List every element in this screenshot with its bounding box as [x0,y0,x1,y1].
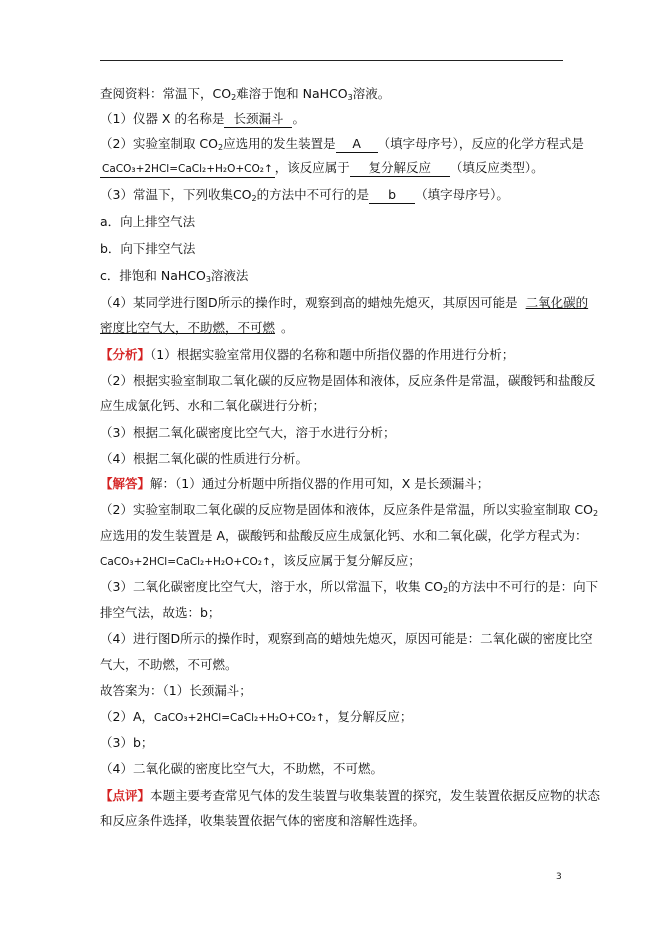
solution-line-5: （3）二氧化碳密度比空气大，溶于水，所以常温下，收集 $CO_2$的方法中不可行的是：向下 [100,579,599,595]
answer-blank: 长颈漏斗 [224,111,292,128]
answer-blank: A [336,136,378,153]
solution-tag: 【解答】 [100,476,151,491]
analysis-line-1: 【分析】（1）根据实验室常用仪器的名称和题中所指仪器的作用进行分析； [100,347,515,362]
question-2-line-1: （2）实验室制取 $CO_2$应选用的发生装置是 A （填字母序号），反应的化学方程式是 [100,136,584,152]
option-b: b．向下排空气法 [100,241,196,256]
solution-line-4: CaCO₃+2HCl=CaCl₂+H₂O+CO₂↑，该反应属于复分解反应； [100,553,421,568]
page-number: 3 [556,872,562,882]
reference-material: 查阅资料：常温下，$CO_2$难溶于饱和 NaHCO$_3$溶液。 [100,86,391,102]
solution-line-1: 【解答】解：（1）通过分析题中所指仪器的作用可知，X 是长颈漏斗； [100,476,490,491]
question-2-line-2: CaCO₃+2HCl=CaCl₂+H₂O+CO₂↑ ，该反应属于 复分解反应 （填反应类型）。 [100,160,564,178]
solution-line-3: 应选用的发生装置是 A，碳酸钙和盐酸反应生成氯化钙、水和二氧化碳，化学方程式为： [100,528,588,543]
answer-2: （2）A，CaCO₃+2HCl=CaCl₂+H₂O+CO₂↑，复分解反应； [100,709,413,724]
solution-line-7: （4）进行图D所示的操作时，观察到高的蜡烛先熄灭，原因可能是：二氧化碳的密度比空 [100,631,593,646]
equation-blank: CaCO₃+2HCl=CaCl₂+H₂O+CO₂↑ [100,161,275,178]
question-4-line-2: 密度比空气大，不助燃，不可燃 。 [100,320,294,335]
comment-line-2: 和反应条件选择，收集装置依据气体的密度和溶解性选择。 [100,813,426,828]
solution-line-8: 气大，不助燃，不可燃。 [100,657,238,672]
solution-line-6: 排空气法，故选：b； [100,605,221,620]
question-4-line-1: （4）某同学进行图D所示的操作时，观察到高的蜡烛先熄灭，其原因可能是 二氧化碳的 [100,295,589,310]
option-a: a．向上排空气法 [100,214,196,229]
analysis-line-3: 应生成氯化钙、水和二氧化碳进行分析； [100,398,326,413]
comment-line-1: 【点评】本题主要考查常见气体的发生装置与收集装置的探究，发生装置依据反应物的状态 [100,788,601,803]
header-rule [100,60,563,61]
answer-blank: 复分解反应 [350,160,450,177]
question-1: （1）仪器 X 的名称是 长颈漏斗 。 [100,111,305,126]
analysis-line-5: （4）根据二氧化碳的性质进行分析。 [100,451,308,466]
answer-4: （4）二氧化碳的密度比空气大，不助燃，不可燃。 [100,761,383,776]
question-3: （3）常温下，下列收集$CO_2$的方法中不可行的是 b （填字母序号）。 [100,187,509,203]
analysis-tag: 【分析】 [100,347,151,362]
option-c: c．排饱和 NaHCO$_3$溶液法 [100,268,249,284]
answer-blank: b [369,187,415,204]
answers-title: 故答案为：（1）长颈漏斗； [100,683,252,698]
answer-3: （3）b； [100,735,154,750]
analysis-line-4: （3）根据二氧化碳密度比空气大，溶于水进行分析； [100,425,396,440]
solution-line-2: （2）实验室制取二氧化碳的反应物是固体和液体，反应条件是常温，所以实验室制取 $CO_2$ [100,502,599,518]
analysis-line-2: （2）根据实验室制取二氧化碳的反应物是固体和液体，反应条件是常温，碳酸钙和盐酸反 [100,373,596,388]
comment-tag: 【点评】 [100,788,151,803]
